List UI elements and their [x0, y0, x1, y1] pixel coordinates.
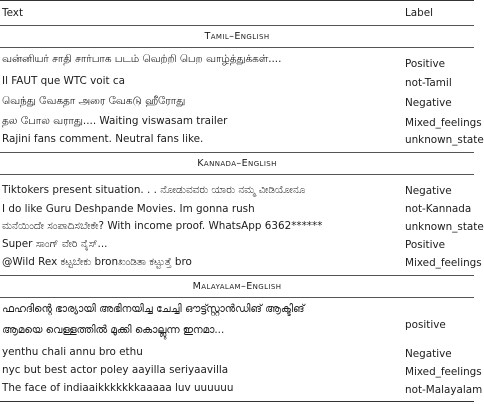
table-row-label: unknown_state — [405, 134, 484, 146]
table-row-text: தல போல வராது.... Waiting viswasam trailer — [2, 115, 228, 127]
table-row-label: Negative — [405, 185, 452, 197]
table-row-label: not-Malayalam — [405, 384, 483, 396]
table-row-label: unknown_state — [405, 221, 484, 233]
section-title-tamil: Tamil–English — [204, 31, 270, 42]
table-row-text: ആമയെ വെള്ളത്തിൽ മുക്കി കൊല്ലുന്ന ഇനമാ... — [2, 324, 225, 336]
table-row-text: வன்னியர் சாதி சார்பாக படம் வெற்றி பெற வாழ்த்துக்கள்.... — [2, 53, 282, 65]
table-bottom-rule — [0, 401, 474, 402]
table-row-text: Rajini fans comment. Neutral fans like. — [2, 133, 204, 145]
table-row-label: not-Kannada — [405, 203, 472, 215]
section-title-kannada: Kannada–English — [197, 158, 277, 169]
table-row-text: The face of indiaaikkkkkkkaaaaa luv uuuuuu — [2, 382, 234, 394]
table-row-label: Positive — [405, 58, 446, 70]
table-row-text: Tiktokers present situation. . . ನೋಡುವವರು ಯಾರು ನಮ್ಮ ವೀಡಿಯೋನೂ — [2, 184, 306, 196]
header-rule — [0, 25, 474, 26]
table-row-text: nyc but best actor poley aayilla seriyaavilla — [2, 364, 229, 376]
table-row-label: Mixed_feelings — [405, 257, 482, 269]
table-row-text: ಮನೆಯಿಂದೇ ಸಂಪಾದಿಸಬೇಕೇ? With income proof. WhatsApp 6362****** — [2, 220, 323, 232]
table-row-text: ഫഹദിന്റെ ഭാര്യായി അഭിനയിച്ച ചേച്ചി ഔട്ട്സ്റ്റാൻഡിങ് ആക്ടിങ് — [2, 303, 305, 315]
table-row-label: Negative — [405, 97, 452, 109]
section-divider — [0, 152, 474, 153]
table-row-text: Super ಸಾಂಗ್ ವೇರಿ ನೈಸ್... — [2, 238, 108, 250]
table-row-text: வெந்து வேகதா அரை வேகடு ஹீரோது — [2, 95, 186, 107]
column-header-text: Text — [2, 7, 24, 19]
section-title-malayalam: Malayalam–English — [192, 281, 282, 292]
table-row-text: Il FAUT que WTC voit ca — [2, 75, 125, 87]
table-row-label: not-Tamil — [405, 77, 452, 89]
table-row-label: Negative — [405, 348, 452, 360]
table-top-rule — [0, 0, 474, 1]
table-row-text: @Wild Rex ಕಟ್ಟಬೇಕು bronಖಂಡಿತಾ ಕಟ್ಟುತ್ತೆ bro — [2, 256, 192, 268]
column-header-label: Label — [405, 7, 434, 19]
section-rule — [0, 297, 474, 298]
table-row-label: Mixed_feelings — [405, 117, 482, 129]
section-divider — [0, 275, 474, 276]
table-row-label: Positive — [405, 239, 446, 251]
table-row-label: Mixed_feelings — [405, 366, 482, 378]
section-rule — [0, 47, 474, 48]
table-row-text: I do like Guru Deshpande Movies. Im gonna rush — [2, 203, 255, 215]
section-rule — [0, 174, 474, 175]
table-row-text: yenthu chali annu bro ethu — [2, 346, 143, 358]
table-row-label: positive — [405, 319, 446, 331]
